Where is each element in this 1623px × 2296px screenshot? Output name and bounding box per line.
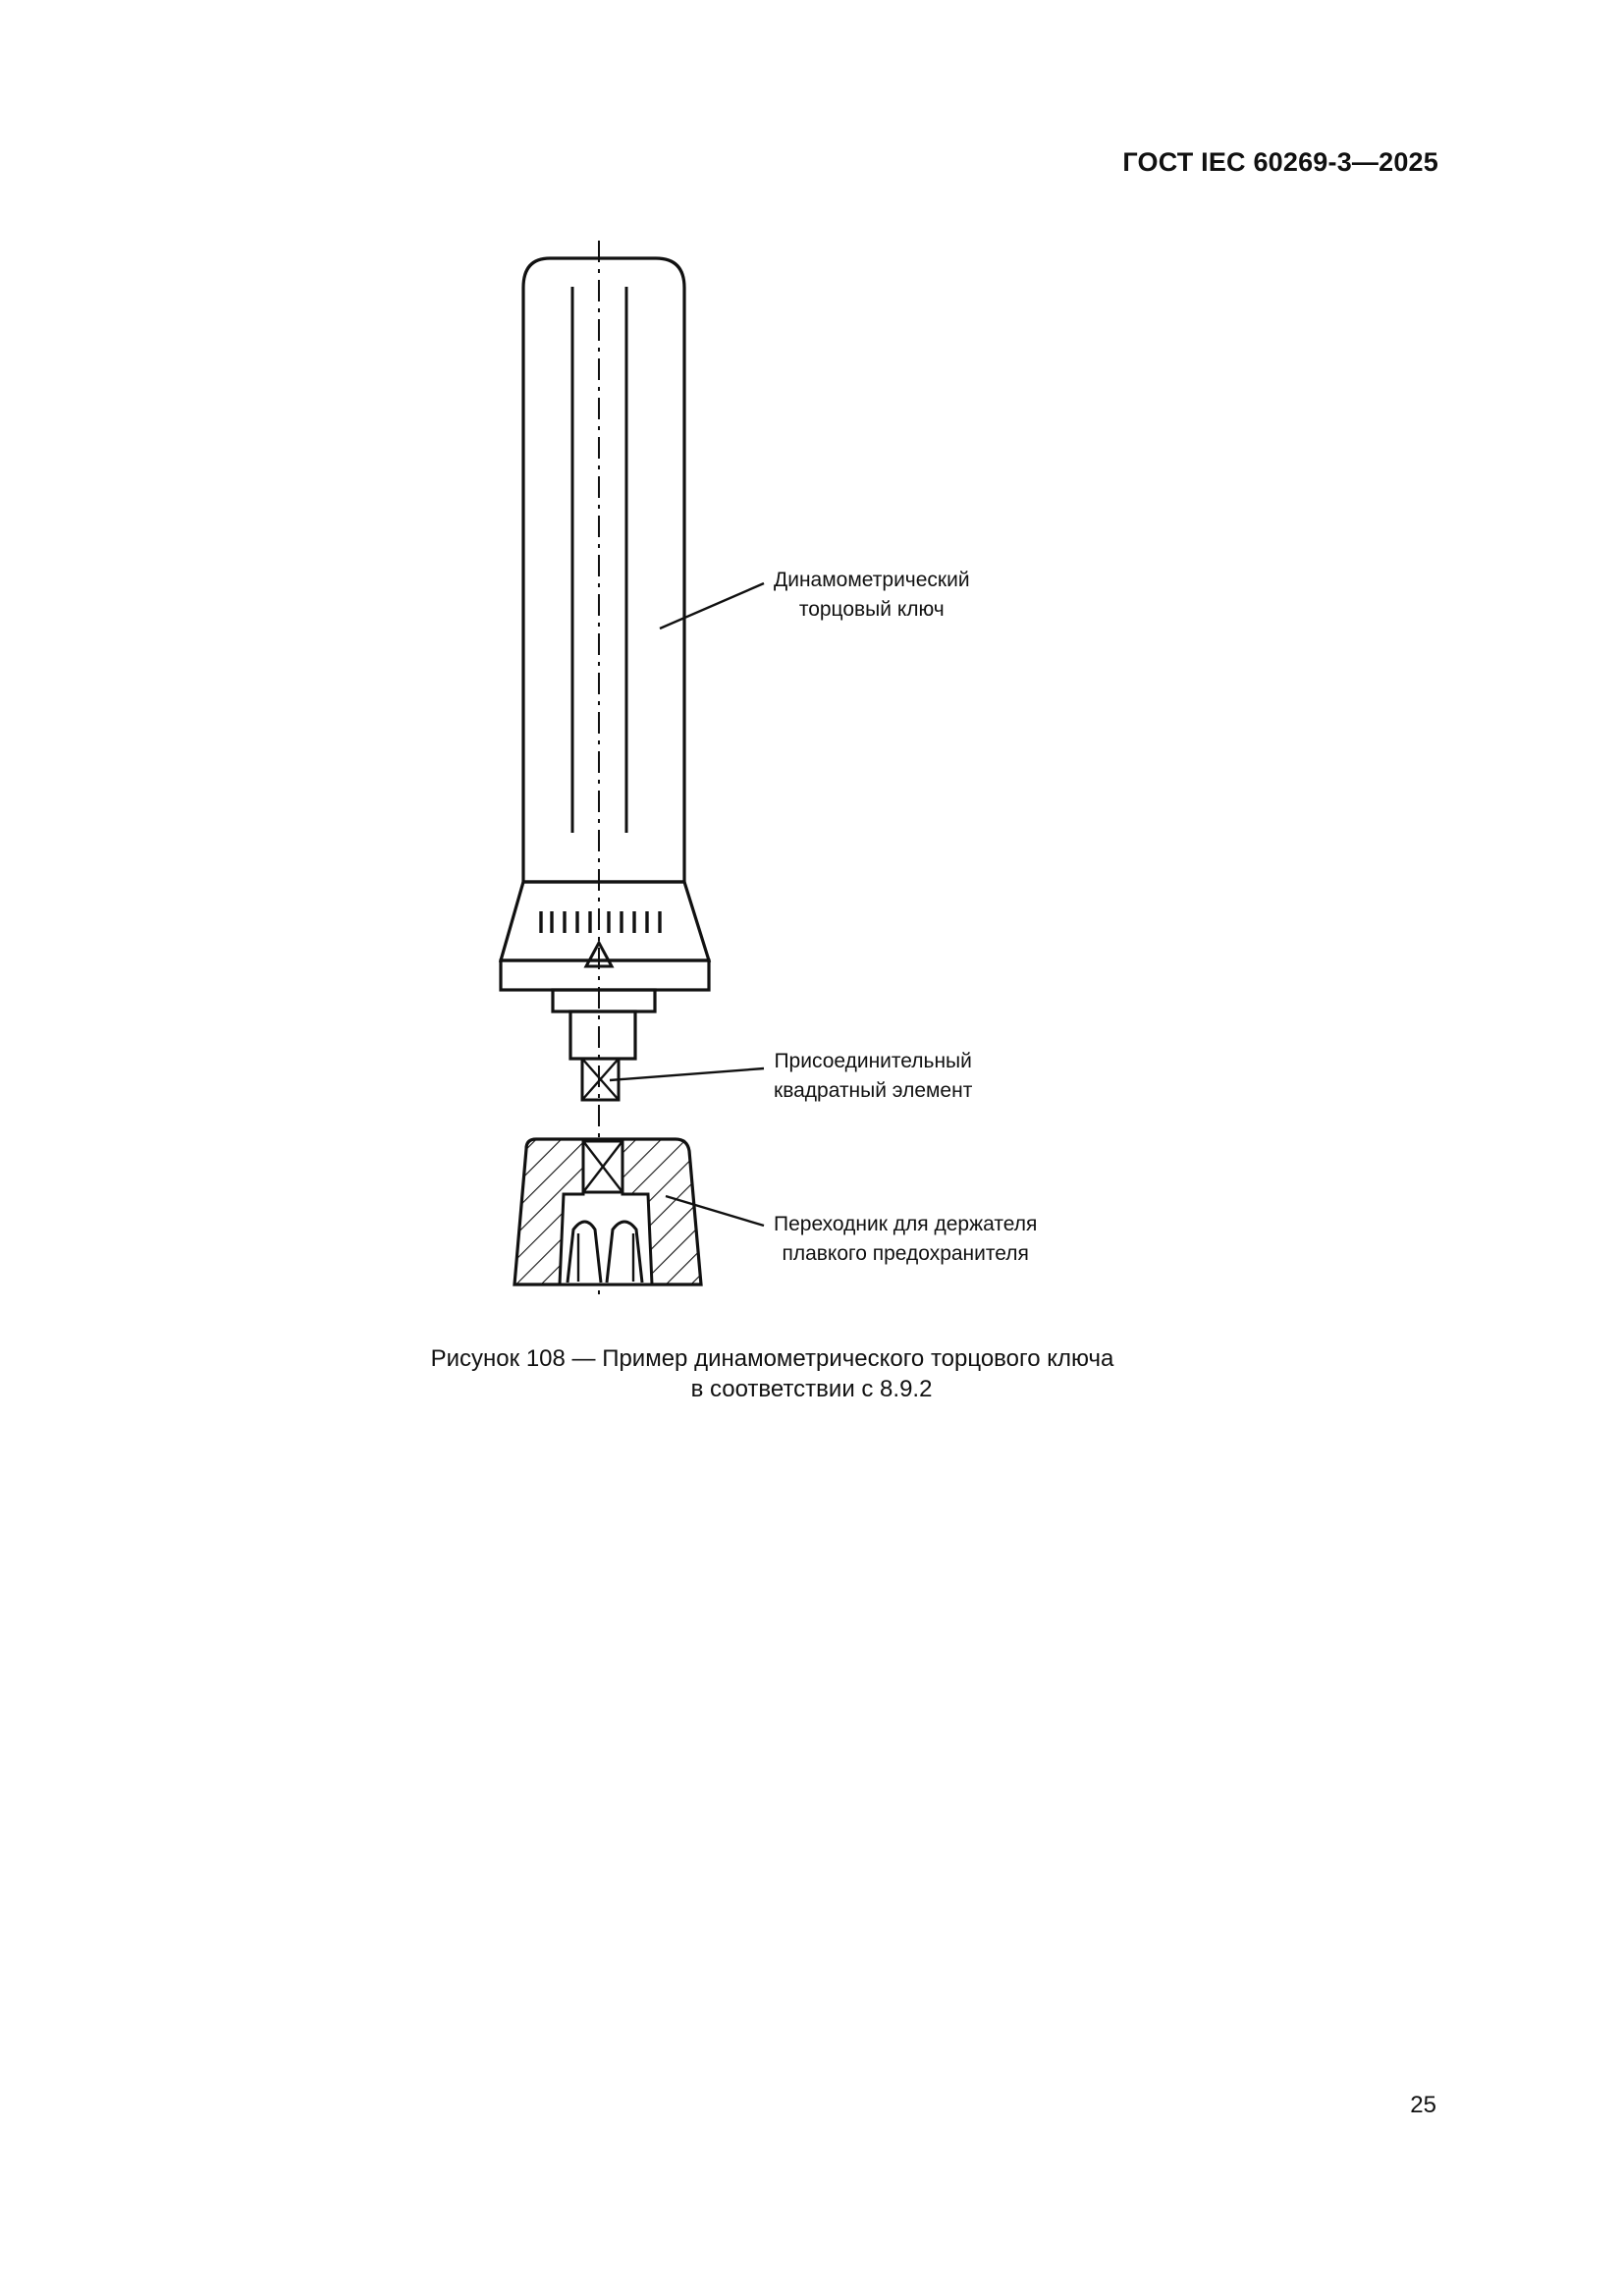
callout-adapter-line2: плавкого предохранителя xyxy=(782,1242,1029,1265)
callout-square-line1: Присоединительный xyxy=(774,1050,972,1072)
caption-line1: Рисунок 108 — Пример динамометрического торцового ключа xyxy=(430,1345,1114,1372)
figure-caption xyxy=(0,1343,1623,1404)
torque-scale-collar xyxy=(501,882,709,960)
callout-adapter-line1: Переходник для держателя xyxy=(774,1213,1038,1235)
caption-line2: в соответствии с 8.9.2 xyxy=(690,1376,933,1402)
document-header: ГОСТ IEC 60269-3—2025 xyxy=(1122,147,1438,177)
wrench-shaft xyxy=(570,1011,635,1059)
leader-wrench xyxy=(660,583,764,629)
callout-square-element xyxy=(774,1047,972,1106)
callout-wrench-line2: торцовый ключ xyxy=(798,598,945,621)
callout-wrench-line1: Динамометрический xyxy=(774,569,970,591)
callout-square-line2: квадратный элемент xyxy=(774,1079,973,1102)
scale-ticks xyxy=(541,911,660,933)
leader-square xyxy=(610,1068,764,1080)
callout-wrench xyxy=(774,566,970,625)
wrench-handle xyxy=(523,258,684,882)
wrench-neck xyxy=(553,990,655,1011)
callout-adapter xyxy=(774,1210,1037,1269)
page-number: 25 xyxy=(1410,2092,1436,2118)
fuse-holder-adapter xyxy=(514,1139,701,1285)
